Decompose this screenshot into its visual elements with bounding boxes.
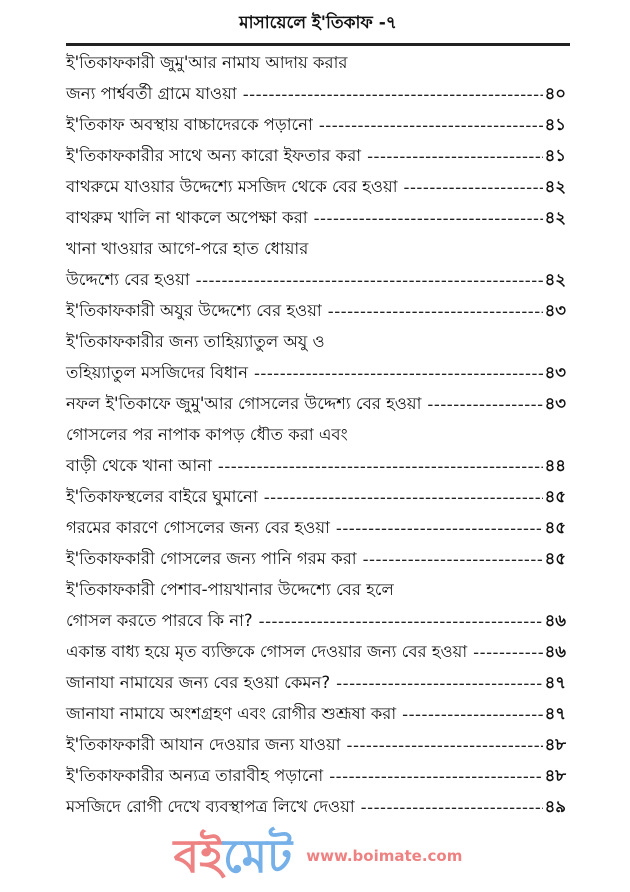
toc-entry-title: গোসল করতে পারবে কি না? (66, 611, 253, 630)
watermark-logo-part2: মেট (223, 829, 293, 883)
dash-leader (329, 767, 542, 786)
toc-entry-page: ৪১ (544, 146, 566, 165)
toc-entry-page: ৪৭ (544, 673, 566, 692)
toc-entry-title: ই'তিকাফকারী অযুর উদ্দেশ্যে বের হওয়া (66, 301, 322, 320)
dash-leader (363, 550, 543, 569)
toc-entry-page: ৪৫ (544, 487, 566, 506)
toc-entry-title: বাথরুম খালি না থাকলে অপেক্ষা করা (66, 208, 308, 227)
toc-entry-page: ৪৩ (544, 301, 566, 320)
toc-entry (66, 544, 566, 575)
toc-entry-page: ৪৮ (544, 735, 566, 754)
watermark-logo (174, 831, 293, 881)
toc-entry-title: ই'তিকাফকারী পেশাব-পায়খানার উদ্দেশ্যে বের হলে (66, 580, 394, 599)
toc-entry-title: বাড়ী থেকে খানা আনা (66, 456, 212, 475)
toc-entry (66, 699, 566, 730)
toc-entry (66, 79, 566, 110)
dash-leader (314, 209, 543, 228)
dash-leader (259, 612, 543, 631)
toc-entry (66, 389, 566, 420)
toc-entry (66, 606, 566, 637)
page-header-title: মাসায়েলে ই'তিকাফ -৭ (239, 13, 397, 33)
watermark-logo-part1: বই (173, 829, 224, 883)
toc-entry (66, 203, 566, 234)
dash-leader (427, 395, 542, 414)
dash-leader (196, 271, 543, 290)
toc-entry (66, 141, 566, 172)
toc-entry-title: জন্য পার্শ্ববর্তী গ্রামে যাওয়া (66, 84, 237, 103)
toc-entry-title: ই'তিকাফকারী গোসলের জন্য পানি গরম করা (66, 549, 357, 568)
toc-entry-title: নফল ই'তিকাফে জুমু'আর গোসলের উদ্দেশ্য বের হওয়া (66, 394, 422, 413)
toc-entry (66, 513, 566, 544)
toc-entry-page: ৪৪ (544, 456, 566, 475)
toc-entry-title: জানাযা নামাযে অংশগ্রহণ এবং রোগীর শুশ্রূষা করা (66, 704, 397, 723)
toc-entry (66, 792, 566, 823)
toc-entry-page: ৪৫ (544, 518, 566, 537)
header-rule (66, 43, 570, 46)
toc-entry-title: ই'তিকাফকারীর অন্যত্র তারাবীহ পড়ানো (66, 766, 324, 785)
toc-entry-page: ৪২ (544, 270, 566, 289)
toc-entry (66, 172, 566, 203)
toc-entry-page: ৪৩ (544, 394, 566, 413)
dash-leader (404, 178, 543, 197)
toc-entry-title: তহিয়্যাতুল মসজিদের বিধান (66, 363, 248, 382)
toc-entry-page: ৪৮ (544, 766, 566, 785)
toc-entry-page: ৪৬ (544, 611, 566, 630)
toc-entry (66, 296, 566, 327)
toc-entry-page: ৪০ (544, 84, 566, 103)
toc-entry-page: ৪২ (544, 208, 566, 227)
boimate-watermark (66, 830, 570, 882)
dash-leader (336, 674, 542, 693)
toc-entry-page: ৪৭ (544, 704, 566, 723)
toc-entry (66, 575, 566, 606)
toc-entry-title: উদ্দেশ্যে বের হওয়া (66, 270, 190, 289)
toc-entry-page: ৪৫ (544, 549, 566, 568)
toc-entry-title: ই'তিকাফকারীর জন্য তাহিয়্যাতুল অযু ও (66, 332, 325, 351)
dash-leader (264, 488, 543, 507)
toc-entry-page: ৪৩ (544, 363, 566, 382)
toc-entry-title: ই'তিকাফ অবস্থায় বাচ্চাদেরকে পড়ানো (66, 115, 313, 134)
toc-entry (66, 358, 566, 389)
dash-leader (367, 147, 543, 166)
toc-entry-title: মসজিদে রোগী দেখে ব্যবস্থাপত্র লিখে দেওয়া (66, 797, 355, 816)
toc-entry (66, 451, 566, 482)
toc-entry (66, 48, 566, 79)
toc-entry-title: একান্ত বাধ্য হয়ে মৃত ব্যক্তিকে গোসল দেওয়ার জন্য বের হওয়া (66, 642, 468, 661)
toc-entry (66, 761, 566, 792)
dash-leader (254, 364, 543, 383)
toc-entry-title: গোসলের পর নাপাক কাপড় ধৌত করা এবং (66, 425, 348, 444)
toc-entry-title: ই'তিকাফকারী জুমু'আর নামায আদায় করার (66, 53, 348, 72)
dash-leader (361, 798, 543, 817)
toc-entry-page: ৪২ (544, 177, 566, 196)
toc-entry (66, 668, 566, 699)
toc-entry-title: বাথরুমে যাওয়ার উদ্দেশ্যে মসজিদ থেকে বের হওয়া (66, 177, 398, 196)
toc-entry-title: গরমের কারণে গোসলের জন্য বের হওয়া (66, 518, 330, 537)
dash-leader (243, 85, 543, 104)
dash-leader (218, 457, 543, 476)
dash-leader (347, 736, 543, 755)
dash-leader (328, 302, 543, 321)
dash-leader (319, 116, 543, 135)
toc-entry (66, 730, 566, 761)
toc-entry (66, 420, 566, 451)
toc-entry-title: ই'তিকাফস্থলের বাইরে ঘুমানো (66, 487, 258, 506)
dash-leader (402, 705, 542, 724)
toc-entry-title: খানা খাওয়ার আগে-পরে হাত ধোয়ার (66, 239, 309, 258)
toc-entry-page: ৪৯ (544, 797, 566, 816)
toc-entry-page: ৪১ (544, 115, 566, 134)
toc-entry (66, 110, 566, 141)
table-of-contents (66, 48, 566, 823)
toc-entry-title: ই'তিকাফকারী আযান দেওয়ার জন্য যাওয়া (66, 735, 341, 754)
toc-entry-title: জানাযা নামাযের জন্য বের হওয়া কেমন? (66, 673, 331, 692)
toc-entry (66, 265, 566, 296)
toc-entry-title: ই'তিকাফকারীর সাথে অন্য কারো ইফতার করা (66, 146, 362, 165)
toc-entry (66, 327, 566, 358)
dash-leader (473, 643, 542, 662)
toc-entry-page: ৪৬ (544, 642, 566, 661)
toc-entry (66, 234, 566, 265)
toc-entry (66, 637, 566, 668)
dash-leader (336, 519, 543, 538)
toc-entry (66, 482, 566, 513)
watermark-url: www.boimate.com (306, 847, 463, 865)
